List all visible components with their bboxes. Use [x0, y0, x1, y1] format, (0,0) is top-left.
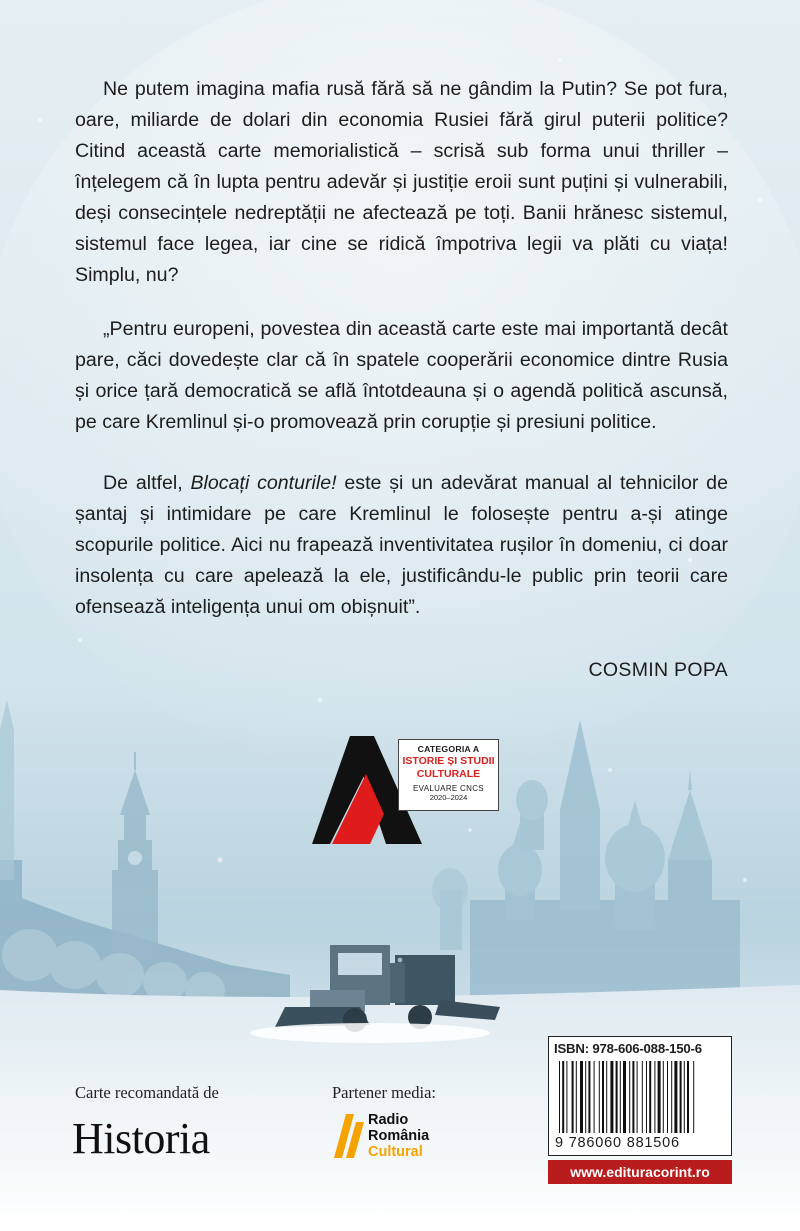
barcode-bar: [576, 1061, 577, 1133]
quote-paragraph-2-start: De altfel,: [103, 472, 191, 494]
cncs-category-badge: [312, 736, 502, 844]
barcode-bar: [674, 1061, 677, 1133]
barcode-bar: [602, 1061, 604, 1133]
barcode-digits: 9 786060 881506: [555, 1135, 680, 1151]
barcode-bar: [671, 1061, 672, 1133]
quote-author: COSMIN POPA: [588, 659, 728, 681]
barcode-bar: [667, 1061, 668, 1133]
barcode-bar: [632, 1061, 634, 1133]
publisher-website[interactable]: www.edituracorint.ro: [548, 1160, 732, 1184]
barcode-bar: [693, 1061, 694, 1133]
barcode-bar: [562, 1061, 564, 1133]
barcode-bar: [566, 1061, 567, 1133]
barcode-bar: [572, 1061, 574, 1133]
barcode-bar: [620, 1061, 621, 1133]
barcode-bar: [642, 1061, 643, 1133]
barcode-bar: [687, 1061, 689, 1133]
intro-paragraph: Ne putem imagina mafia rusă fără să ne gândim la Putin? Se pot fura, oare, miliarde de dolari din economia Rusiei fără girul puterii politice? Citind această carte memorialistică – scrisă sub forma unui thriller – înțelegem că în lupta pentru adevăr și justiție eroii sunt puțini și vulnerabili, deși consecințele nedreptății ne afectează pe toți. Banii hrănesc sistemul, sistemul face legea, iar cine se ridică împotriva legii va plăti cu viața! Simplu, nu?: [75, 78, 728, 286]
quote-paragraph-2-end: este și un adevărat manual al tehnicilor de șantaj și intimidare pe care Kremlinul le folosește pentru a-și atinge scopurile politice. Aici nu frapează inventivitatea rușilor în domeniu, ci doar insolența cu care apelează la ele, justificându-le public prin teorii care ofensează inteligența unui om obișnuit”.: [75, 472, 728, 618]
quote-paragraph-2: [75, 468, 728, 623]
badge-field-line2: CULTURALE: [416, 768, 481, 780]
barcode-bar: [606, 1061, 607, 1133]
barcode-bar: [680, 1061, 682, 1133]
barcode-bar: [610, 1061, 613, 1133]
radio-line2: România: [368, 1128, 430, 1144]
badge-years: 2020–2024: [429, 793, 468, 802]
radio-line1: Radio: [368, 1112, 409, 1128]
barcode-bar: [654, 1061, 655, 1133]
radio-waves-icon: [332, 1110, 366, 1160]
barcode-bar: [684, 1061, 685, 1133]
barcode-bar: [646, 1061, 647, 1133]
radio-line3: Cultural: [368, 1144, 423, 1160]
barcode-bar: [663, 1061, 664, 1133]
barcode-bar: [623, 1061, 626, 1133]
barcode-icon: [557, 1061, 725, 1133]
barcode-bar: [629, 1061, 630, 1133]
barcode-bar: [658, 1061, 661, 1133]
barcode-bar: [594, 1061, 595, 1133]
barcode-bar: [637, 1061, 638, 1133]
historia-logo: Historia: [72, 1114, 210, 1163]
barcode-bar: [588, 1061, 590, 1133]
badge-evaluation: EVALUARE CNCS: [413, 784, 484, 793]
quote-paragraph-1: „Pentru europeni, povestea din această carte este mai importantă decât pare, căci dovedește clar că în spatele cooperării economice dintre Rusia și orice țară democratică se află întotdeauna și o agendă politică ascunsă, pe care Kremlinul și-o promovează prin corupție și presiuni politice.: [75, 318, 728, 433]
barcode-bar: [616, 1061, 618, 1133]
barcode-bar: [585, 1061, 586, 1133]
radio-romania-cultural-logo: [332, 1110, 462, 1170]
barcode-bar: [580, 1061, 583, 1133]
media-partner-label: Partener media:: [332, 1083, 436, 1102]
recommendation-label: Carte recomandată de: [75, 1083, 219, 1102]
book-title-italic: Blocați conturile!: [190, 472, 337, 494]
isbn-number: ISBN: 978-606-088-150-6: [554, 1041, 702, 1056]
isbn-barcode-box: [548, 1036, 732, 1156]
barcode-bar: [559, 1061, 560, 1133]
badge-field-line1: ISTORIE ȘI STUDII: [402, 755, 495, 767]
barcode-bar: [649, 1061, 651, 1133]
radio-logo-text: [368, 1112, 429, 1160]
cncs-badge-text-box: [398, 739, 499, 811]
barcode-bar: [599, 1061, 600, 1133]
badge-category: CATEGORIA A: [417, 744, 480, 754]
